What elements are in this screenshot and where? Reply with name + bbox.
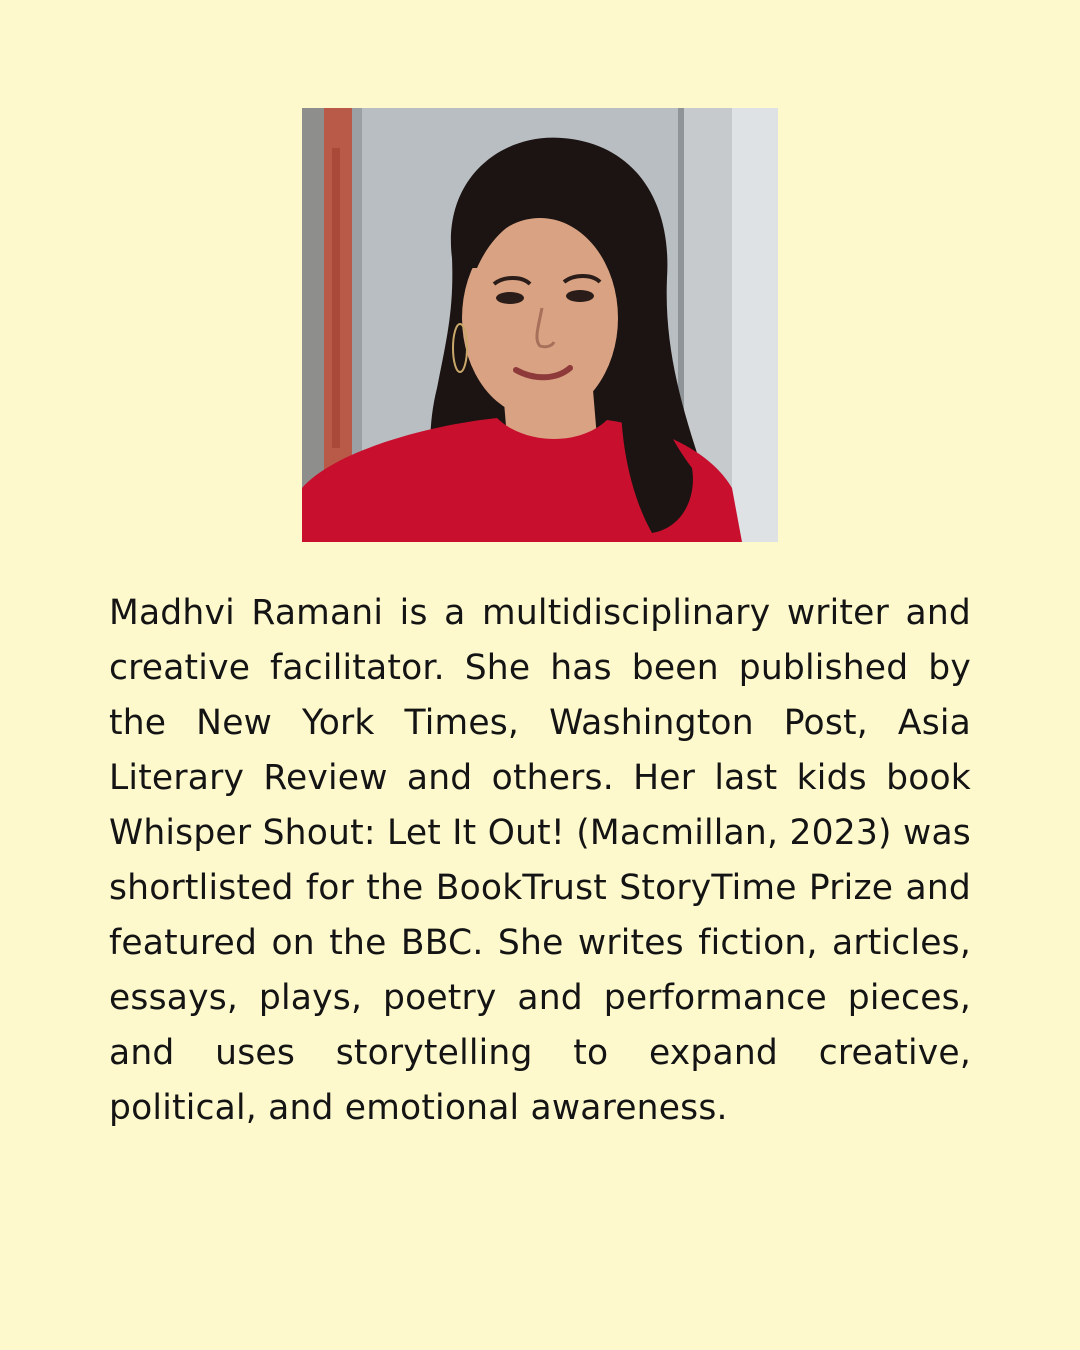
portrait-photo-icon xyxy=(302,108,778,542)
author-portrait xyxy=(302,108,778,542)
author-bio: Madhvi Ramani is a multidisciplinary writer and creative facilitator. She has been published by the New York Times, Washington Post, Asia Literary Review and others. Her last kids book Whisper Shout: Let It Out! (Macmillan, 2023) was shortlisted for the BookTrust StoryTime Prize and featured on the BBC. She writes fiction, articles, essays, plays, poetry and performance pieces, and uses storytelling to expand creative, political, and emotional awareness. xyxy=(109,593,971,1128)
